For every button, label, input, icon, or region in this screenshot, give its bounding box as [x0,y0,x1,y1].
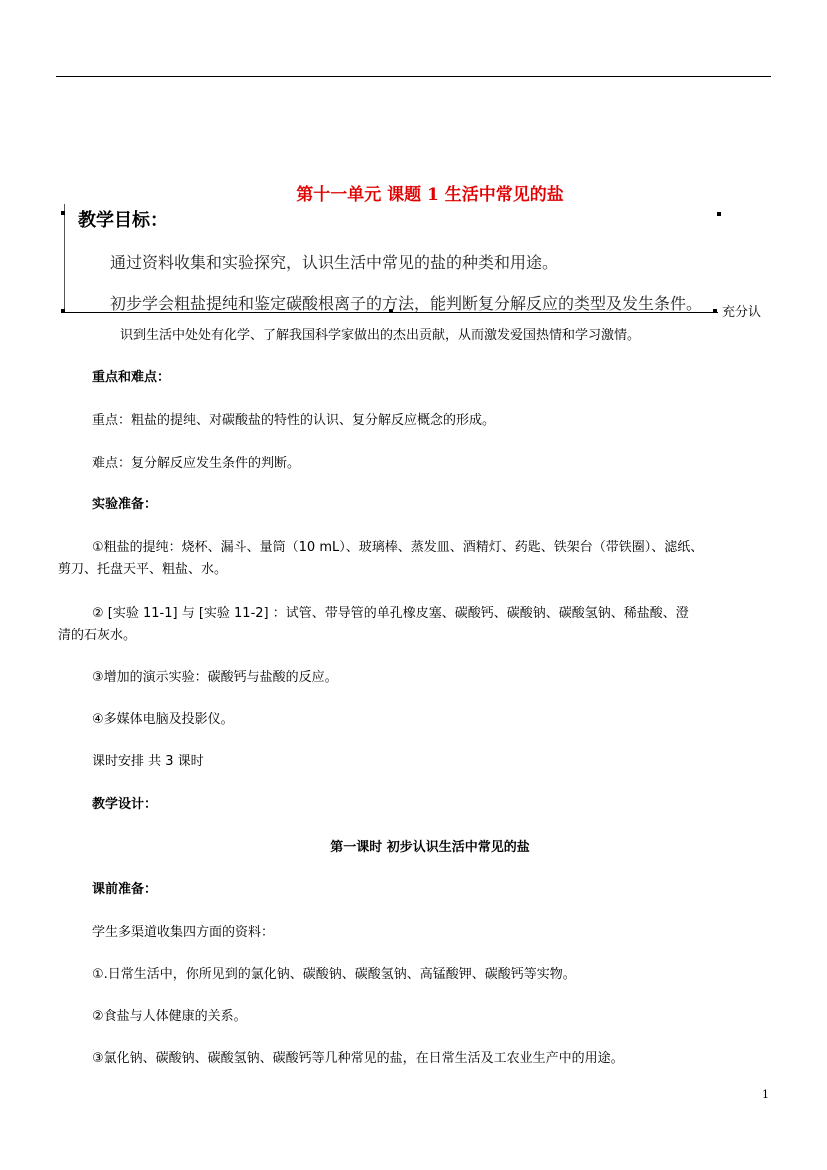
design-heading: 教学设计： [92,797,158,812]
pre-class-heading: 课前准备： [92,882,158,897]
pre-class-intro: 学生多渠道收集四方面的资料： [92,925,275,940]
lesson-title: 第一课时 初步认识生活中常见的盐 [330,840,530,855]
objective-line-2: 初步学会粗盐提纯和鉴定碳酸根离子的方法，能判断复分解反应的类型及发生条件。 [110,294,703,313]
prep-heading: 实验准备： [92,497,158,512]
prep-item-2-cont: 清的石灰水。 [58,628,137,643]
page-number: 1 [762,1088,769,1101]
resize-handle-top-right[interactable] [717,212,721,216]
objective-line-3: 识到生活中处处有化学、了解我国科学家做出的杰出贡献，从而激发爱国热情和学习激情。 [120,328,641,343]
resize-handle-bottom-right[interactable] [713,309,717,313]
pre-class-item-3: ③氯化钠、碳酸钠、碳酸氢钠、碳酸钙等几种常见的盐，在日常生活及工农业生产中的用途。 [92,1051,624,1066]
key-point: 重点：粗盐的提纯、对碳酸盐的特性的认识、复分解反应概念的形成。 [92,413,496,428]
objective-line-1: 通过资料收集和实验探究，认识生活中常见的盐的种类和用途。 [110,253,559,272]
key-points-heading: 重点和难点： [92,370,171,385]
difficulty-point: 难点：复分解反应发生条件的判断。 [92,456,301,471]
pre-class-item-2: ②食盐与人体健康的关系。 [92,1009,247,1024]
prep-item-4: ④多媒体电脑及投影仪。 [92,712,234,727]
resize-handle-bottom-left[interactable] [61,309,65,313]
prep-item-1-cont: 剪刀、托盘天平、粗盐、水。 [58,562,228,577]
header-rule [56,76,771,77]
prep-item-3: ③增加的演示实验：碳酸钙与盐酸的反应。 [92,670,338,685]
document-title: 第十一单元 课题 1 生活中常见的盐 [296,185,564,205]
objectives-heading: 教学目标： [78,210,168,231]
schedule: 课时安排 共 3 课时 [92,754,204,769]
resize-handle-top-left[interactable] [61,211,65,215]
pre-class-item-1: ①.日常生活中，你所见到的氯化钠、碳酸钠、碳酸氢钠、高锰酸钾、碳酸钙等实物。 [92,967,576,982]
prep-item-2: ② [实验 11-1] 与 [实验 11-2] ：试管、带导管的单孔橡皮塞、碳酸钙、碳酸钠、碳酸氢钠、稀盐酸、澄 [92,606,689,621]
prep-item-1: ①粗盐的提纯：烧杯、漏斗、量筒（10 mL）、玻璃棒、蒸发皿、酒精灯、药匙、铁架台（带铁圈）、滤纸、 [92,540,704,555]
objective-line-2-tail: 充分认 [722,305,762,320]
